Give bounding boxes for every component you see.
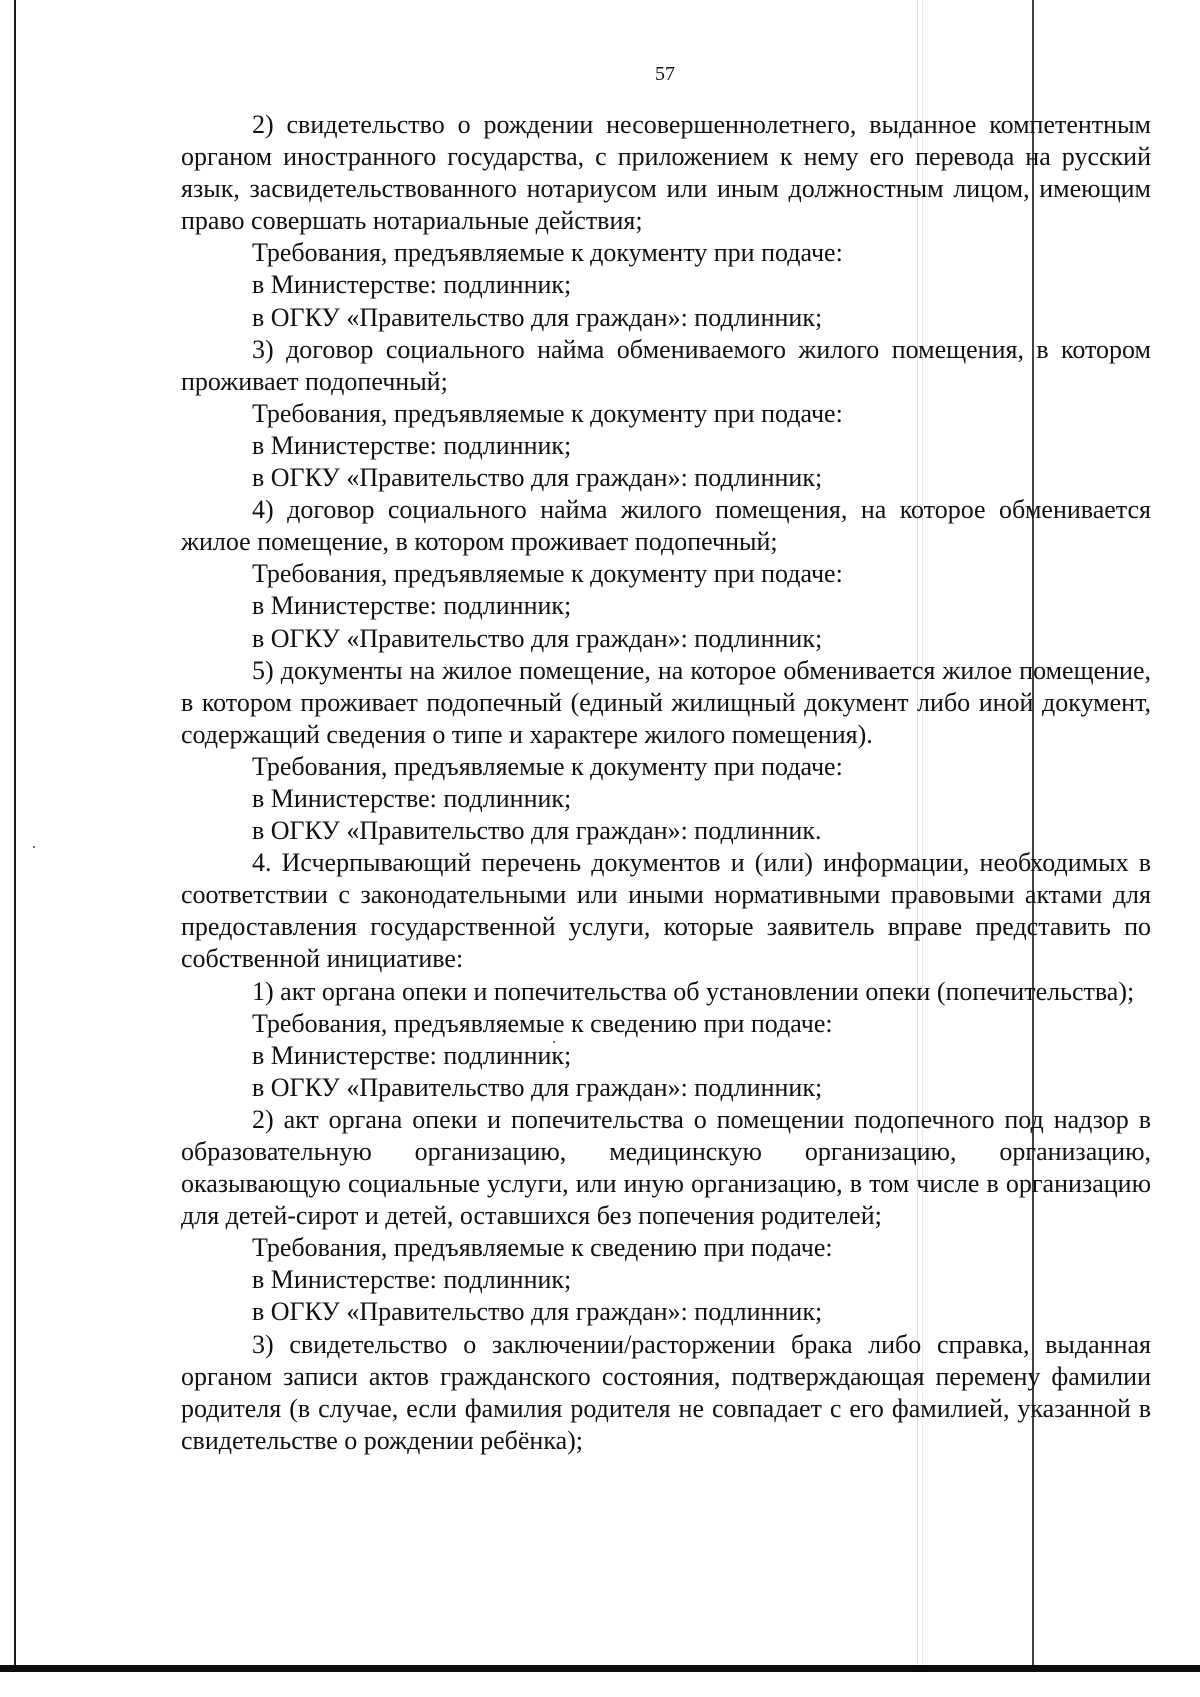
scan-speck [33, 846, 35, 848]
paragraph: 5) документы на жилое помещение, на которое обменивается жилое помещение, в котором проживает подопечный (единый жилищный документ либо иной документ, содержащий сведения о типе и характере жилого помещения). [181, 655, 1151, 749]
paragraph: в ОГКУ «Правительство для граждан»: подлинник; [252, 302, 823, 332]
paragraph: в Министерстве: подлинник; [252, 1040, 572, 1070]
paragraph: Требования, предъявляемые к документу при подаче: [252, 398, 843, 428]
paragraph: в ОГКУ «Правительство для граждан»: подлинник; [252, 463, 823, 493]
paragraph: в ОГКУ «Правительство для граждан»: подлинник; [252, 623, 823, 653]
paragraph: 3) договор социального найма обмениваемого жилого помещения, в котором проживает подопечный; [181, 334, 1151, 396]
paragraph: Требования, предъявляемые к сведению при подаче: [252, 1233, 833, 1263]
paragraph: в Министерстве: подлинник; [252, 270, 572, 300]
paragraph: 2) акт органа опеки и попечительства о помещении подопечного под надзор в образовательную организацию, медицинскую организацию, организацию, оказывающую социальные услуги, или иную организацию, в том числе в организацию для детей-сирот и детей, оставшихся без попечения родителей; [181, 1104, 1151, 1231]
paragraph: в Министерстве: подлинник; [252, 591, 572, 621]
paragraph: в Министерстве: подлинник; [252, 1265, 572, 1295]
page-number: 57 [655, 63, 675, 85]
paragraph: в ОГКУ «Правительство для граждан»: подлинник. [252, 816, 822, 846]
paragraph: в Министерстве: подлинник; [252, 783, 572, 813]
paragraph: в ОГКУ «Правительство для граждан»: подлинник; [252, 1297, 823, 1327]
paragraph: в ОГКУ «Правительство для граждан»: подлинник; [252, 1072, 823, 1102]
paragraph: 4. Исчерпывающий перечень документов и (или) информации, необходимых в соответствии с законодательными или иными нормативными правовыми актами для предоставления государственной услуги, которые заявитель вправе представить по собственной инициативе: [181, 848, 1151, 974]
paragraph: 4) договор социального найма жилого помещения, на которое обменивается жилое помещение, в котором проживает подопечный; [181, 495, 1151, 557]
paragraph: Требования, предъявляемые к документу при подаче: [252, 559, 843, 589]
paragraph: Требования, предъявляемые к документу при подаче: [252, 238, 843, 268]
paragraph: Требования, предъявляемые к документу при подаче: [252, 751, 843, 781]
paragraph: 2) свидетельство о рождении несовершеннолетнего, выданное компетентным органом иностранного государства, с приложением к нему его перевода на русский язык, засвидетельствованного нотариусом или иным должностным лицом, имеющим право совершать нотариальные действия; [181, 110, 1151, 236]
document-body [181, 109, 1151, 1457]
paragraph: 3) свидетельство о заключении/расторжении брака либо справка, выданная органом записи актов гражданского состояния, подтверждающая перемену фамилии родителя (в случае, если фамилия родителя не совпадает с его фамилией, указанной в свидетельстве о рождении ребёнка); [181, 1329, 1151, 1455]
paragraph: 1) акт органа опеки и попечительства об установлении опеки (попечительства); [252, 976, 1135, 1006]
page-left-edge [14, 0, 16, 1665]
page-bottom-edge [0, 1665, 1200, 1672]
paragraph: в Министерстве: подлинник; [252, 430, 572, 460]
paragraph: Требования, предъявляемые к сведению при подаче: [252, 1008, 833, 1038]
